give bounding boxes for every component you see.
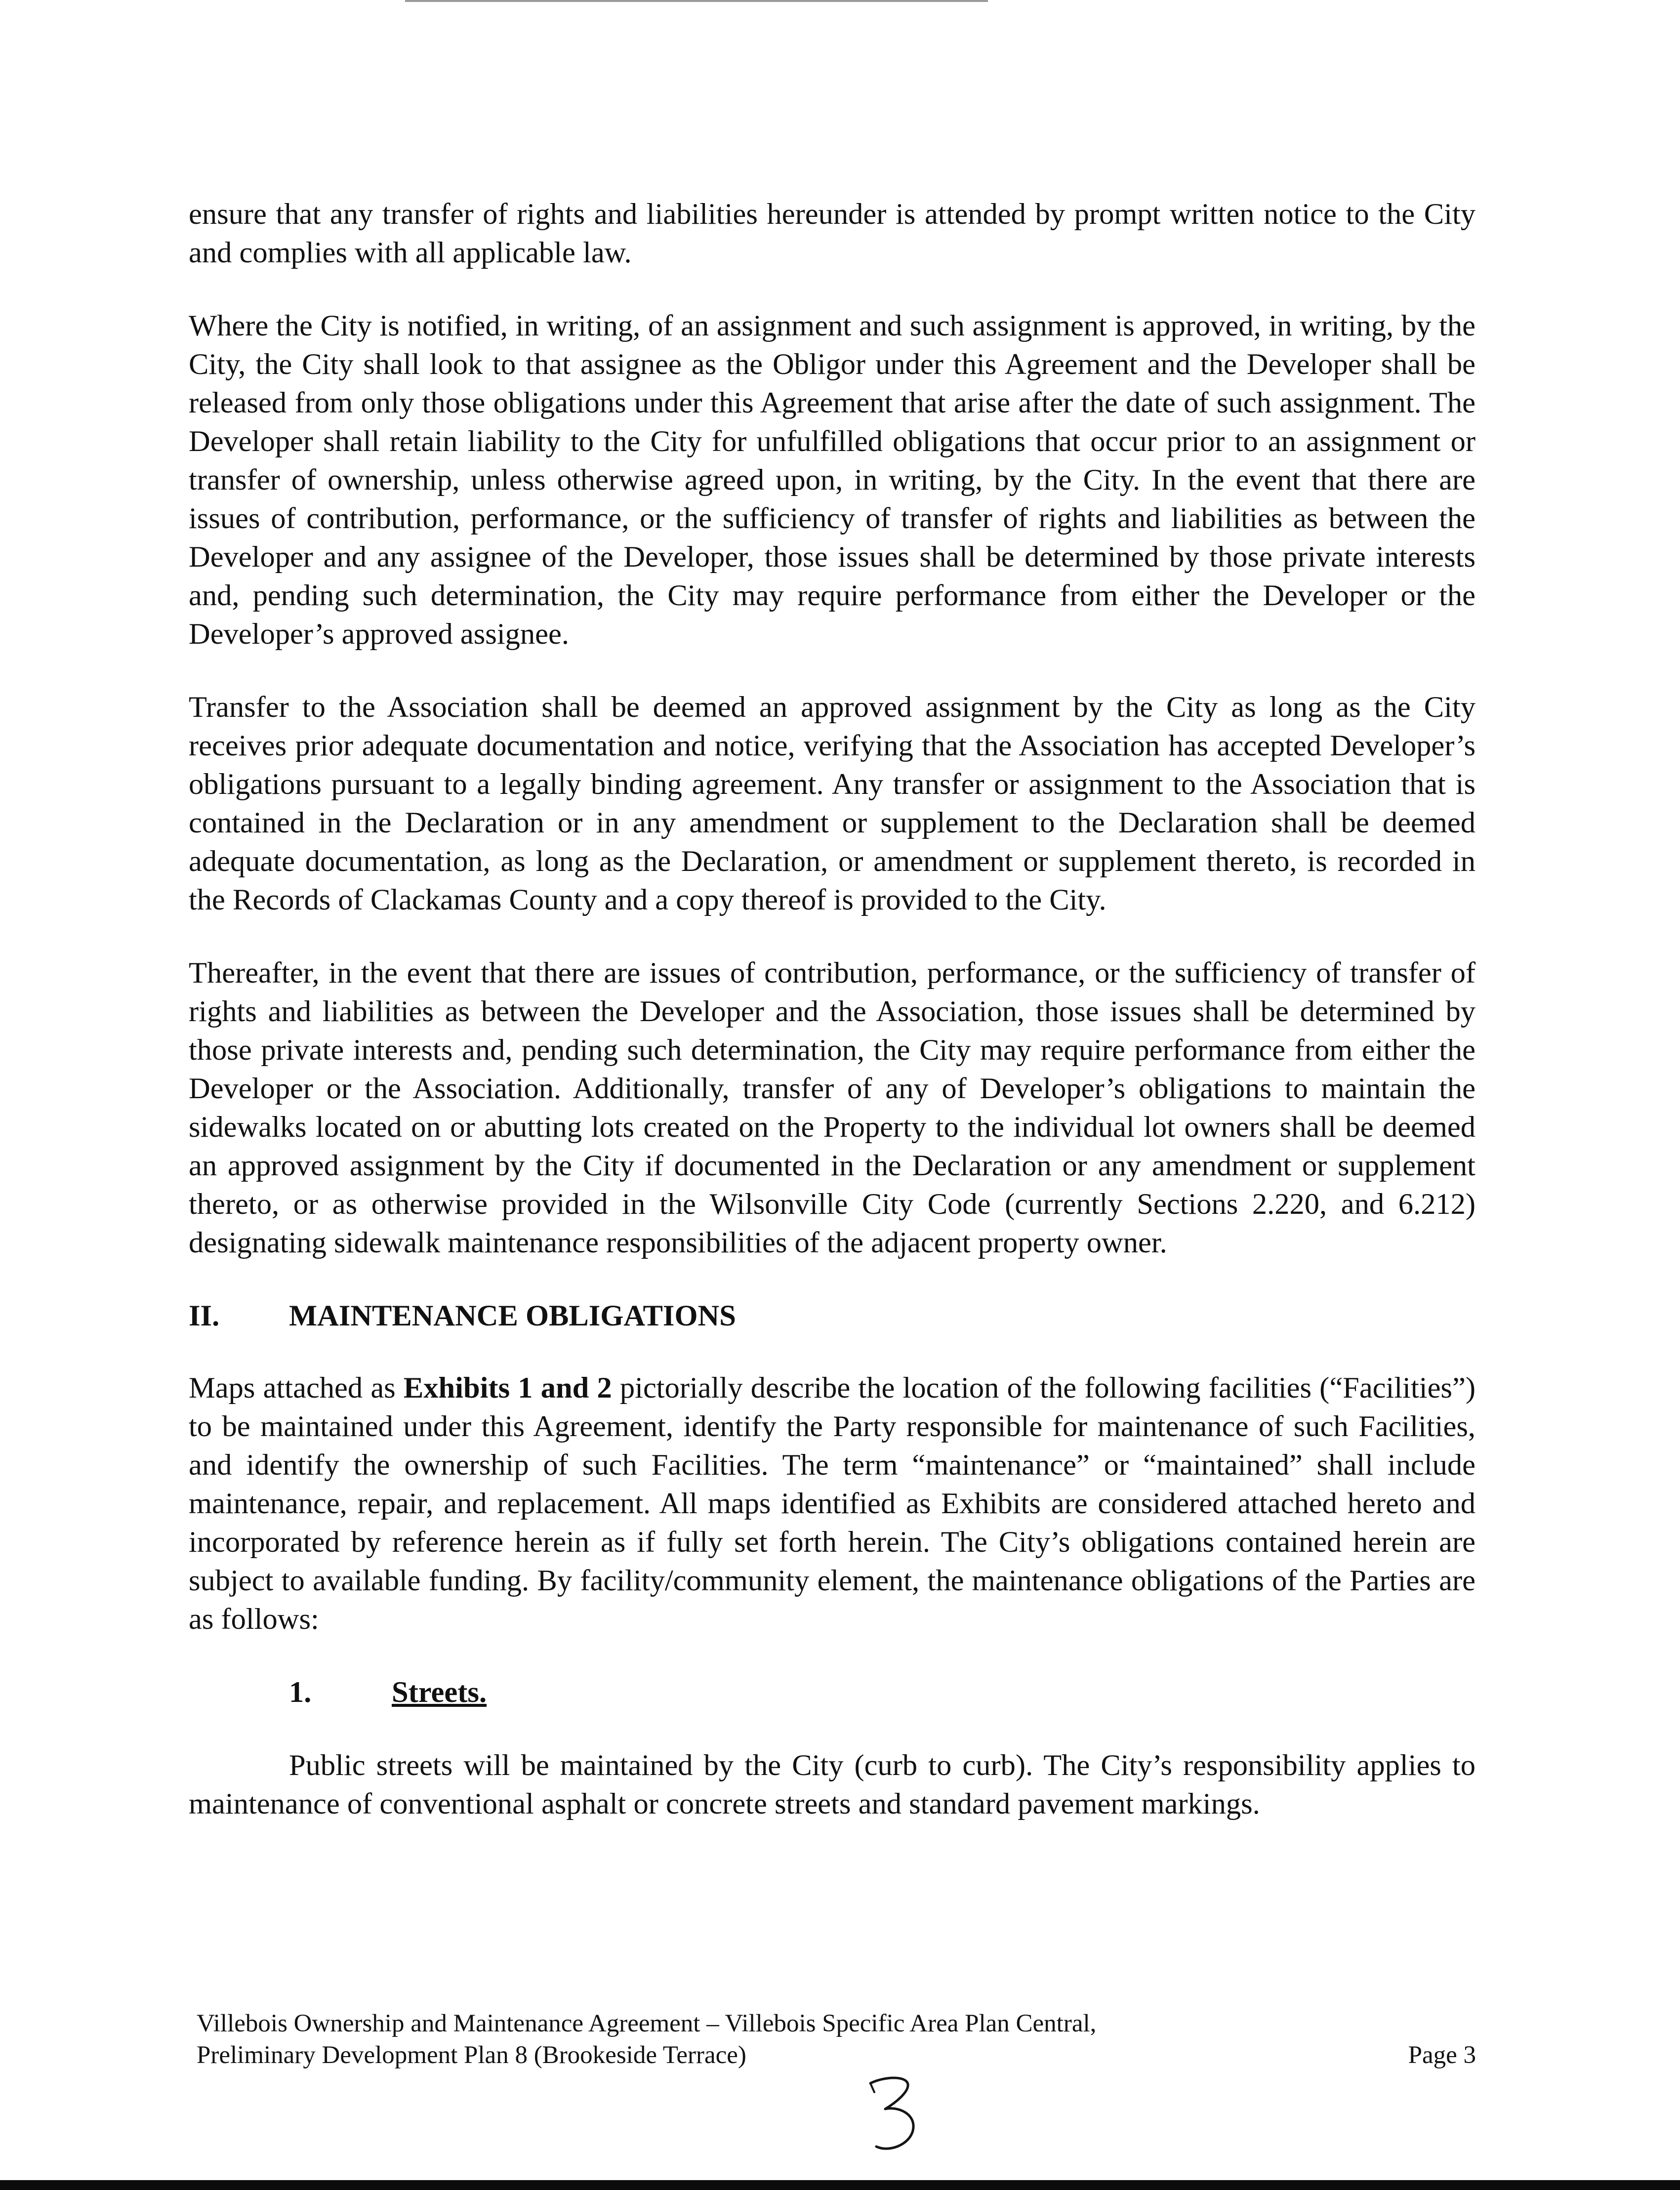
page-footer bbox=[197, 2008, 1476, 2071]
scan-bottom-edge bbox=[0, 2180, 1680, 2190]
paragraph-assignment-approval: Where the City is notified, in writing, of an assignment and such assignment is approved, in writing, by the City, the City shall look to that assignee as the Obligor under this Agreement and the Developer shall be released from only those obligations under this Agreement that arise after the date of such assignment. The Developer shall retain liability to the City for unfulfilled obligations that occur prior to an assignment or transfer of ownership, unless otherwise agreed upon, in writing, by the City. In the event that there are issues of contribution, performance, or the sufficiency of transfer of rights and liabilities as between the Developer and any assignee of the Developer, those issues shall be determined by those private interests and, pending such determination, the City may require performance from either the Developer or the Developer’s approved assignee. bbox=[189, 309, 1475, 651]
intro-text-after: pictorially describe the location of the following facilities (“Facilities”) to be maintained under this Agreement, identify the Party responsible for maintenance of such Facilities, and identify the ownership of such Facilities. The term “maintenance” or “maintained” shall include maintenance, repair, and replacement. All maps identified as Exhibits are considered attached hereto and incorporated by reference herein as if fully set forth herein. The City’s obligations contained herein are subject to available funding. By facility/community element, the maintenance obligations of the Parties are as follows: bbox=[189, 1371, 1475, 1636]
paragraph-thereafter: Thereafter, in the event that there are issues of contribution, performance, or the sufficiency of transfer of rights and liabilities as between the Developer and the Association, those issues shall be determined by those private interests and, pending such determination, the City may require performance from either the Developer or the Association. Additionally, transfer of any of Developer’s obligations to maintain the sidewalks located on or abutting lots created on the Property to the individual lot owners shall be deemed an approved assignment by the City if documented in the Declaration or any amendment or supplement thereto, or as otherwise provided in the Wilsonville City Code (currently Sections 2.220, and 6.212) designating sidewalk maintenance responsibilities of the adjacent property owner. bbox=[189, 956, 1475, 1259]
paragraph-transfer-notice: ensure that any transfer of rights and liabilities hereunder is attended by prompt written notice to the City and complies with all applicable law. bbox=[189, 198, 1475, 269]
section-heading-maintenance bbox=[189, 1297, 1475, 1335]
footer-line-1: Villebois Ownership and Maintenance Agreement – Villebois Specific Area Plan Central, bbox=[197, 2010, 1097, 2037]
scan-top-edge-line bbox=[405, 0, 988, 2]
document-body bbox=[189, 195, 1475, 1858]
exhibits-reference: Exhibits 1 and 2 bbox=[403, 1371, 612, 1405]
subsection-heading-streets bbox=[289, 1673, 1475, 1712]
handwritten-page-number-3 bbox=[860, 2072, 929, 2156]
paragraph-streets: Public streets will be maintained by the City (curb to curb). The City’s responsibility applies to maintenance of conventional asphalt or concrete streets and standard pavement markings. bbox=[189, 1749, 1475, 1820]
subsection-title: Streets. bbox=[392, 1676, 487, 1709]
intro-text-before: Maps attached as bbox=[189, 1371, 404, 1405]
section-number: II. bbox=[189, 1299, 220, 1332]
subsection-number: 1. bbox=[289, 1676, 312, 1709]
section-title: MAINTENANCE OBLIGATIONS bbox=[289, 1299, 736, 1332]
footer-line-2: Preliminary Development Plan 8 (Brookeside Terrace) bbox=[197, 2041, 746, 2069]
page-number: Page 3 bbox=[1408, 2041, 1476, 2069]
paragraph-maintenance-intro bbox=[189, 1369, 1475, 1639]
paragraph-association-transfer: Transfer to the Association shall be deemed an approved assignment by the City as long as the City receives prior adequate documentation and notice, verifying that the Association has accepted Developer’s obligations pursuant to a legally binding agreement. Any transfer or assignment to the Association that is contained in the Declaration or in any amendment or supplement to the Declaration shall be deemed adequate documentation, as long as the Declaration, or amendment or supplement thereto, is recorded in the Records of Clackamas County and a copy thereof is provided to the City. bbox=[189, 691, 1475, 916]
